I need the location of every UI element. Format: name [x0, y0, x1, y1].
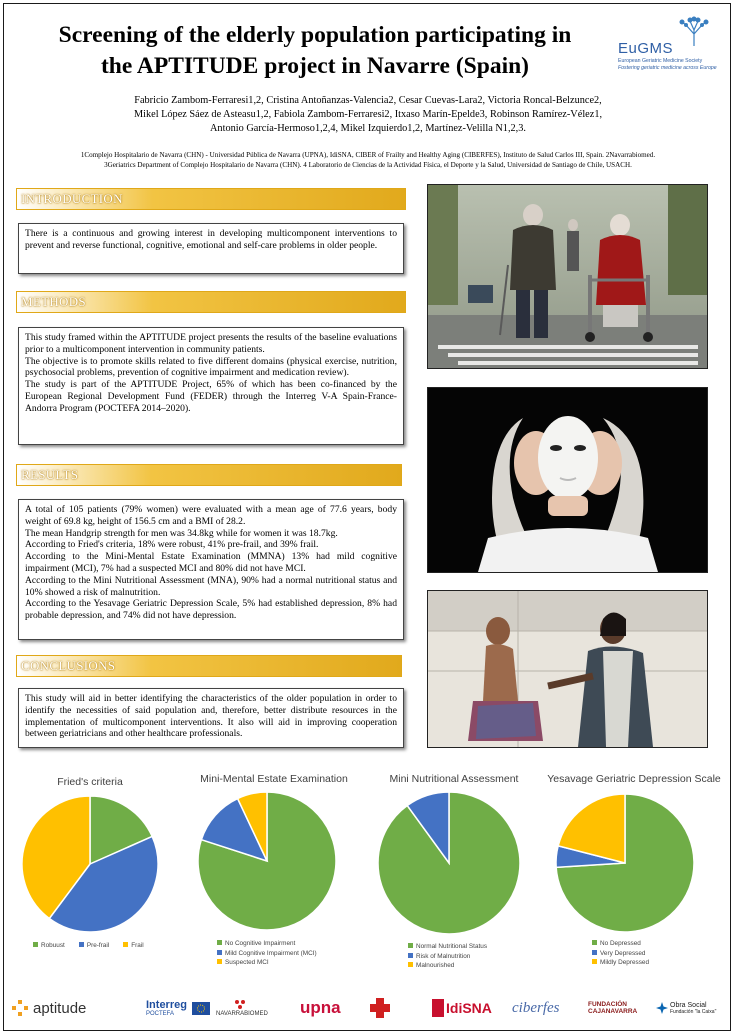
chart-3-pie [376, 790, 522, 936]
chn-logo [368, 990, 392, 1026]
conclusions-heading: CONCLUSIONS [16, 655, 402, 677]
idisna-text: IdiSNA [446, 1000, 492, 1016]
chart-4-legend-item: No Depressed [592, 939, 712, 949]
eu-flag-icon [192, 990, 210, 1026]
logo-name: EuGMS [618, 40, 674, 57]
cajanavarra-text: CAJANAVARRA [588, 1008, 638, 1015]
chart-1-legend-item: Frail [123, 941, 143, 951]
sponsor-logos [8, 990, 728, 1026]
legend-swatch-gold [123, 942, 128, 947]
ciberfes-text: ciberfes [512, 999, 560, 1016]
legend-swatch-green [408, 943, 413, 948]
chart-3-title: Mini Nutritional Assessment [389, 773, 519, 785]
legend-swatch-gold [217, 959, 222, 964]
results-para-6: According to the Yesavage Geriatric Depression Scale, 5% had established depression, 8% had probable depression, and 74% did not have depression. [25, 598, 397, 622]
aptitude-text: aptitude [33, 999, 87, 1017]
affiliation-line-1: 1Complejo Hospitalario de Navarra (CHN) - Universidad Pública de Navarra (UPNA), IdiSNA, CIBER of Frailty and Healthy Aging (CIBERFES), Instituto de Salud Carlos III, Spain. 2Navarrabiomed. [80, 151, 656, 159]
results-para-4: According to the Mini-Mental Estate Examination (MMNA) 13% had mild cognitive impairment (MCI), 7% had a suspected MCI and 80% did not have MCI. [25, 551, 397, 574]
title-line-2: the APTITUDE project in Navarre (Spain) [100, 53, 529, 79]
results-box [18, 499, 404, 640]
fundacion-cajanavarra-logo [588, 990, 637, 1026]
introduction-box [18, 223, 404, 274]
interreg-text: Interreg [146, 999, 187, 1011]
chart-3-legend-item: Malnourished [408, 961, 528, 971]
chart-2-legend-item: No Cognitive Impairment [217, 939, 367, 949]
navarrabiomed-text: NAVARRABIOMED [216, 1011, 268, 1017]
star-icon [656, 1002, 668, 1014]
chart-3-legend-item: Normal Nutritional Status [408, 942, 528, 952]
interreg-logo [146, 990, 187, 1026]
introduction-text: There is a continuous and growing interest in developing multicomponent interventions to prevent and reverse functional, cognitive, emotional and self-care problems in older people. [25, 228, 397, 251]
chart-2-legend [217, 939, 367, 968]
authors-line-3: Antonio García-Hermoso1,2,4, Mikel Izquierdo1,2, Martínez-Velilla N1,2,3. [210, 123, 526, 134]
authors-line-2: Mikel López Sáez de Asteasu1,2, Fabiola Zambom-Ferraresi2, Itxaso Marín-Epelde3, Robinson Ramírez-Vélez1, [133, 109, 603, 120]
poctefa-text: POCTEFA [146, 1011, 175, 1017]
chart-2-legend-item: Suspected MCI [217, 958, 367, 968]
upna-logo [300, 990, 341, 1026]
chart-1-legend-item: Robuust [33, 941, 65, 951]
chart-1-pie [20, 794, 160, 934]
legend-swatch-green [33, 942, 38, 947]
results-heading: RESULTS [16, 464, 402, 486]
chart-4-pie [554, 792, 696, 934]
navarrabiomed-icon [233, 999, 251, 1011]
results-para-1: A total of 105 patients (79% women) were evaluated with a mean age of 77.6 years, body weight of 69.8 kg, height of 156.5 cm and a BMI of 28.2. [25, 504, 397, 527]
chart-4-title: Yesavage Geriatric Depression Scale [547, 773, 721, 785]
chart-2-legend-item: Mild Cognitive Impairment (MCI) [217, 949, 367, 959]
introduction-heading: INTRODUCTION [16, 188, 406, 210]
upna-text: upna [300, 998, 341, 1017]
methods-box [18, 327, 404, 445]
ciberfes-logo [512, 990, 559, 1026]
eugms-logo [612, 16, 722, 80]
tree-icon [674, 16, 714, 46]
chart-4-legend-item: Very Depressed [592, 949, 712, 959]
chart-3-legend [408, 942, 528, 971]
legend-swatch-blue [408, 953, 413, 958]
authors-line-1: Fabricio Zambom-Ferraresi1,2, Cristina Antoñanzas-Valencia2, Cesar Cuevas-Lara2, Victoria Roncal-Belzunce2, [134, 95, 602, 106]
logo-subtitle: European Geriatric Medicine Society [618, 58, 703, 64]
legend-swatch-blue [217, 950, 222, 955]
results-para-5: According to the Mini Nutritional Assessment (MNA), 90% had a normal nutritional status and 10% showed a risk of malnutrition. [25, 574, 397, 598]
methods-para-3: The study is part of the APTITUDE Project, 65% of which has been co-financed by the European Regional Development Fund (FEDER) through the Interreg V-A Spain-France-Andorra Program (POCTEFA 2014–2020). [25, 379, 397, 414]
photo-care [427, 590, 708, 748]
chart-1-legend [33, 941, 183, 951]
chart-3-legend-item: Risk of Malnutrition [408, 952, 528, 962]
chart-4-legend-item: Mildly Depressed [592, 958, 712, 968]
authors [20, 94, 716, 136]
legend-swatch-green [217, 940, 222, 945]
chart-2-pie [196, 790, 338, 932]
results-para-2: The mean Handgrip strength for men was 34.8kg while for women it was 18.7kg. [25, 527, 338, 539]
chart-1-title: Fried's criteria [57, 776, 123, 788]
idisna-logo [432, 990, 492, 1026]
chart-2-title: Mini-Mental Estate Examination [200, 773, 348, 785]
poster-title [20, 20, 610, 82]
obra-social-text: Obra Social [670, 1001, 707, 1009]
affiliations [10, 150, 726, 170]
affiliation-line-2: 3Geriatrics Department of Complejo Hospitalario de Navarra (CHN). 4 Laboratorio de Ciencias de la Actividad Física, el Deporte y la Salud, Universidad de Santiago de Chile, USACH. [104, 161, 632, 169]
conclusions-text: This study will aid in better identifying the characteristics of the older population in order to identify the necessities of said population and, therefore, better distribute resources in the implementation of multicomponent interventions. It also will aid in improving cooperation between geriatricians and other healthcare professionals. [25, 693, 397, 740]
chart-1-legend-item: Pre-frail [79, 941, 109, 951]
photo-elderly-walking [427, 184, 708, 369]
aptitude-logo [10, 990, 86, 1026]
methods-para-2: The objective is to promote skills related to five different domains (physical exercise, nutrition, psychosocial problems, prevention of cognitive impairment and medication review). [25, 355, 397, 379]
methods-para-1: This study framed within the APTITUDE project presents the results of the baseline evaluations prior to a multicomponent intervention in community patients. [25, 332, 397, 355]
legend-swatch-green [592, 940, 597, 945]
methods-heading: METHODS [16, 291, 406, 313]
results-para-3: According to Fried's criteria, 18% were robust, 41% pre-frail, and 39% frail. [25, 539, 319, 551]
red-cross-icon [368, 996, 392, 1020]
navarrabiomed-logo [216, 990, 268, 1026]
legend-swatch-gold [592, 959, 597, 964]
chart-4-legend [592, 939, 712, 968]
la-caixa-text: Fundación "la Caixa" [670, 1008, 717, 1015]
fundacion-text: FUNDACIÓN [588, 1001, 627, 1008]
photo-mask [427, 387, 708, 573]
title-line-1: Screening of the elderly population participating in [58, 22, 572, 48]
la-caixa-logo [656, 990, 716, 1026]
legend-swatch-blue [79, 942, 84, 947]
legend-swatch-gold [408, 962, 413, 967]
aptitude-icon [10, 998, 30, 1018]
logo-tagline: Fostering geriatric medicine across Europe [618, 65, 717, 71]
conclusions-box [18, 688, 404, 748]
legend-swatch-blue [592, 950, 597, 955]
